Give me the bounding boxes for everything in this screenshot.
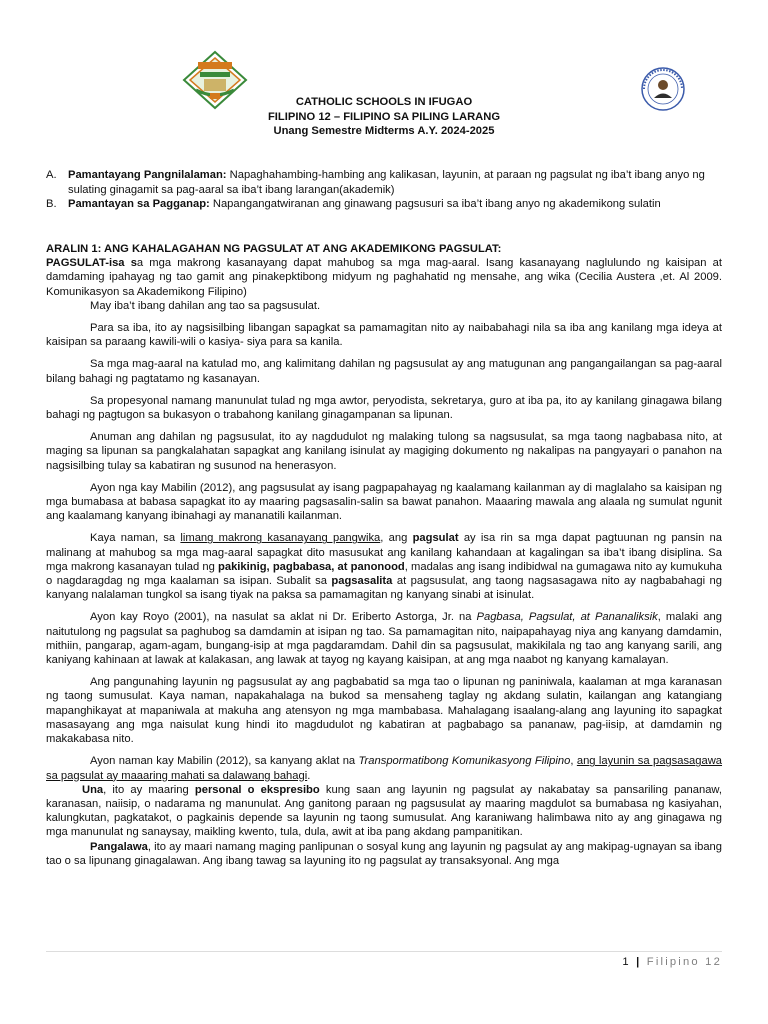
lesson-title: ARALIN 1: ANG KAHALAGAHAN NG PAGSULAT AT ANG AKADEMIKONG PAGSULAT: (46, 243, 502, 255)
text-run: , madalas ang isang indibidwal na gumagawa nito ay kumukuha o nagdaragdag ng mga kaalaman sa isipan. Subalit sa (46, 560, 722, 588)
paragraph-6 (46, 531, 722, 602)
standards-list (46, 168, 726, 212)
text-run: ay isa rin sa mga dapat pagtuunan ng pansin na malinang at mahubog sa mga mag-aaral sapagkat dito masusukat ang kanilang kahandaan at kagalingan sa iba’t ibang disiplina. Sa mga makrong kasanayan tulad ng (46, 532, 722, 573)
footer-separator: | (636, 956, 642, 968)
bold-term: pakikinig, pagbabasa, at panonood (218, 560, 405, 573)
text-run: , ang (380, 532, 413, 545)
page-footer (622, 956, 722, 968)
text-run: kung saan ang layunin ng pagsulat ay nakabatay sa pansariling pananaw, karanasan, naiisip, o nadarama ng manunulat. Ang ganitong paraan ng pagsusulat ay maaring magdulot sa bumabasa ng kasiyahan, kalungkutan, pagkatakot, o pagkainis depende sa layunin ng taong sumusulat. Ang karaniwang halimbawa nito ay ang ginagawa ng mga manunulat ng sanaysay, maikling kwento, tula, dula, awit at iba pang akdang pampanitikan. (46, 783, 722, 839)
paragraph-5: Ayon nga kay Mabilin (2012), ang pagsusulat ay isang pagpapahayag ng kaalamang kailanman ay di maglalaho sa kaisipan ng mga bumabasa at babasa sapagkat ito ay maaring pagsasalin-salin sa bawat panahon. Maaaring mawala ang alaala ng sumulat ngunit ang kaalamang kanyang ibinahagi ay mananatili kailanman. (46, 481, 722, 523)
paragraph-2: Sa mga mag-aaral na katulad mo, ang kalimitang dahilan ng pagsusulat ay ang matugunan ang pangangailangan sa pag-aaral bilang bahagi ng pagtatamo ng kasanayan. (46, 358, 722, 385)
underlined-term: limang makrong kasanayang pangwika (180, 532, 381, 545)
text-run: , malaki ang naitutulong ng pagsulat sa paghubog sa damdamin at isipan ng tao. Sa pamamagitan nito, naipapahayag niya ang kanyang damdamin, mithiin, pangarap, agam-agam, bungang-isip at mga pagdaramdam. Dahil din sa pagsusulat, makikilala ng tao ang kanyang sarili, ang kaniyang kahinaan at lawak at kalakasan, ang lawak at tayog ng kayang kaisipan, at ang mga naabot ng kanyang kamalayan. (46, 611, 722, 667)
page-number: 1 (622, 956, 631, 968)
text-run: , ito ay maaring (103, 783, 195, 796)
bold-term: Una (82, 783, 104, 796)
paragraph-3: Sa propesyonal namang manunulat tulad ng mga awtor, peryodista, sekretarya, guro at iba pa, ito ay kanilang ginagawa bilang bahagi ng pagtugon sa bukasyon o trabahong kanilang ginagampanan sa lipunan. (46, 394, 722, 422)
standard-item (46, 168, 726, 197)
standard-text (68, 168, 726, 197)
standard-description: Napangangatwiranan ang ginawang pagsusuri sa iba’t ibang anyo ng akademikong sulatin (209, 198, 661, 210)
text-run: . (307, 769, 311, 782)
standard-letter: A. (46, 169, 57, 181)
paragraph-1: Para sa iba, ito ay nagsisilbing libangan sapagkat sa pamamagitan nito ay naibabahagi nila sa iba ang kanilang mga ideya at kaisipan sa paraang kawili-wili o kasiya- siya para sa kanila. (46, 322, 722, 349)
standard-item (46, 197, 726, 212)
standard-label: Pamantayan sa Pagganap: (68, 198, 210, 210)
text-run: at pagsusulat, ang taong nagsasagawa nito ay nagbabahagi ng kanyang nalalaman tungkol sa isang tiyak na paksa sa pamamagitan ng kanyang sinabi at isinulat. (46, 575, 722, 602)
paragraph-8: Ang pangunahing layunin ng pagsusulat ay ang pagbabatid sa mga tao o lipunan ng paniniwala, kaalaman at mga karanasan ng taong sumusulat. Kaya naman, napakahalaga na bukod sa mensaheng taglay ng akdang sulatin, kailangan ang katangiang mapanghikayat at mapaniwala at makuha ang atensyon ng mga mambabasa. Mahalagang isaalang-alang ang layuning ito sapagkat masasayang ang mga naisulat kung hindi ito magdudulot ng kabatiran at pagbabago sa pananaw, pag-iisip, at damdamin ng makakabasa nito. (46, 676, 722, 746)
standard-description: Napaghahambing-hambing ang kalikasan, layunin, at paraan ng pagsulat ng iba’t ibang anyo ng sulating ginagamit sa pag-aaral sa iba’t ibang larangan(akademik) (68, 169, 705, 196)
bold-term: personal o ekspresibo (194, 783, 320, 796)
definition-term: PAGSULAT-isa s (46, 257, 137, 270)
text-run: , ito ay maari namang maging panlipunan o sosyal kung ang layunin ng pagsulat ay ang makipag-ugnayan sa ibang tao o sa lipunang ginagalawan. Ang ibang tawag sa layuning ito ng pagsulat ay transaksyonal. Ang mga (46, 840, 722, 867)
intro-line: May iba’t ibang dahilan ang tao sa pagsusulat. (90, 299, 321, 312)
school-name: CATHOLIC SCHOOLS IN IFUGAO (295, 96, 473, 108)
subject-title: FILIPINO 12 – FILIPINO SA PILING LARANG (267, 110, 501, 123)
paragraph-4: Anuman ang dahilan ng pagsusulat, ito ay nagdudulot ng malaking tulong sa nagsusulat, sa mga taong nagbabasa nito, at maging sa lipunan sa pangkalahatan sapagkat ang kanilang isinulat ay magiging dokumento ng nakalipas na pangyayari o panahon na nagsisilbing tulay sa kabatiran ng susunod na henerasyon. (46, 431, 722, 472)
text-run: , (570, 755, 577, 768)
paragraph-11 (46, 840, 722, 868)
paragraph-9 (46, 754, 722, 782)
definition-paragraph (46, 256, 722, 299)
footer-divider (46, 951, 722, 952)
footer-label: Filipino 12 (646, 956, 722, 968)
paragraph-7 (46, 610, 722, 667)
definition-text: a mga makrong kasanayang dapat mahubog sa mga mag-aaral. Isang kasanayang naglulundo ng kaisipan at damdaming ipahayag ng tao gamit ang pinakepktibong midyum ng paghahatid ng mensahe, ang wika (Cecilia Austera ,et. Al 2009. Komunikasyon sa Akademikong Filipino) (46, 257, 722, 298)
standard-text (68, 197, 726, 212)
bold-term: pagsulat (412, 532, 459, 545)
lesson-body (46, 242, 722, 868)
text-run: Ayon kay Royo (2001), na nasulat sa aklat ni Dr. Eriberto Astorga, Jr. na (90, 611, 477, 624)
book-title: Transpormatibong Komunikasyong Filipino (358, 755, 571, 768)
book-title: Pagbasa, Pagsulat, at Pananaliksik (476, 611, 658, 624)
semester-title: Unang Semestre Midterms A.Y. 2024-2025 (273, 125, 495, 137)
document-header (0, 95, 768, 139)
bold-term: Pangalawa (90, 840, 148, 853)
bold-term: pagsasalita (331, 575, 393, 588)
underlined-phrase: ang layunin sa pagsasagawa sa pagsulat ay maaaring mahati sa dalawang bahagi (46, 755, 723, 782)
text-run: Kaya naman, sa (90, 532, 181, 545)
standard-letter: B. (46, 198, 57, 210)
paragraph-10 (46, 783, 722, 840)
text-run: Ayon naman kay Mabilin (2012), sa kanyang aklat na (90, 755, 359, 768)
standard-label: Pamantayang Pangnilalaman: (68, 169, 227, 181)
